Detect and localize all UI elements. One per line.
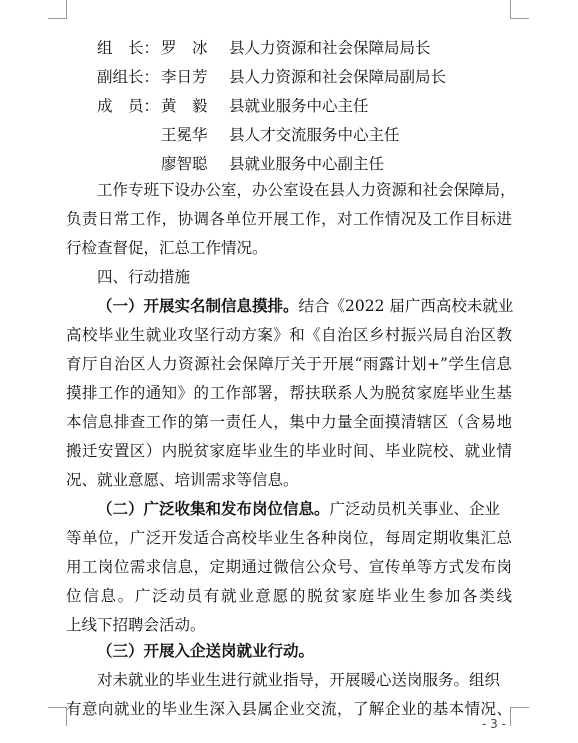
paragraph-line: 育厅自治区人力资源社会保障厅关于开展“雨露计划+”学生信息	[66, 355, 512, 373]
roster-post: 县人力资源和社会保障局局长	[229, 39, 431, 57]
paragraph-text: 结合《2022 届广西高校未就业	[298, 297, 514, 315]
paragraph-line: 高校毕业生就业攻坚行动方案》和《自治区乡村振兴局自治区教	[66, 326, 512, 344]
crop-mark-bottom-right	[510, 707, 529, 726]
paragraph-line: 等单位，广泛开发适合高校毕业生各种岗位，每周定期收集汇总	[66, 529, 512, 547]
paragraph-text: 广泛动员机关事业、企业	[329, 500, 501, 518]
section-heading: 四、行动措施	[97, 268, 191, 286]
crop-mark-top-left	[48, 0, 67, 19]
roster-name: 黄 毅	[161, 97, 208, 115]
roster-name: 王冕华	[161, 126, 208, 144]
roster-name: 李日芳	[161, 68, 208, 86]
paragraph-line: 上线下招聘会活动。	[66, 616, 206, 634]
roster-role: 成 员：	[97, 97, 160, 115]
paragraph-line: 有意向就业的毕业生深入县属企业交流，了解企业的基本情况、	[66, 700, 512, 718]
item-2-first-line	[97, 499, 500, 519]
roster-post: 县人才交流服务中心主任	[229, 126, 400, 144]
paragraph-line: 搬迁安置区）内脱贫家庭毕业生的毕业时间、毕业院校、就业情	[66, 442, 512, 460]
paragraph-line: 工作专班下设办公室，办公室设在县人力资源和社会保障局，	[97, 181, 516, 199]
roster-role: 组 长：	[97, 39, 160, 57]
crop-mark-bottom-left	[48, 707, 67, 726]
item-3-title: （三）开展入企送岗就业行动。	[97, 641, 315, 660]
item-1-first-line	[97, 296, 513, 316]
paragraph-line: 行检查督促，汇总工作情况。	[66, 239, 268, 257]
paragraph-line: 本信息排查工作的第一责任人，集中力量全面摸清辖区（含易地	[66, 413, 512, 431]
paragraph-line: 摸排工作的通知》的工作部署，帮扶联系人为脱贫家庭毕业生基	[66, 384, 512, 402]
paragraph-line: 用工岗位需求信息，定期通过微信公众号、宣传单等方式发布岗	[66, 558, 512, 576]
paragraph-line: 负责日常工作，协调各单位开展工作，对工作情况及工作目标进	[66, 210, 512, 228]
page-number: - 3 -	[482, 717, 506, 731]
roster-post: 县就业服务中心副主任	[229, 155, 385, 173]
crop-mark-top-right	[510, 0, 529, 19]
item-2-title: （二）广泛收集和发布岗位信息。	[97, 499, 330, 518]
roster-name: 罗 冰	[161, 39, 208, 57]
paragraph-line: 位信息。广泛动员有就业意愿的脱贫家庭毕业生参加各类线	[66, 587, 512, 605]
paragraph-line: 况、就业意愿、培训需求等信息。	[66, 471, 299, 489]
item-1-title: （一）开展实名制信息摸排。	[97, 296, 299, 315]
paragraph-line: 对未就业的毕业生进行就业指导，开展暖心送岗服务。组织	[97, 671, 501, 689]
roster-name: 廖智聪	[161, 155, 208, 173]
roster-post: 县就业服务中心主任	[229, 97, 369, 115]
roster-post: 县人力资源和社会保障局副局长	[229, 68, 447, 86]
roster-role: 副组长：	[97, 68, 160, 86]
